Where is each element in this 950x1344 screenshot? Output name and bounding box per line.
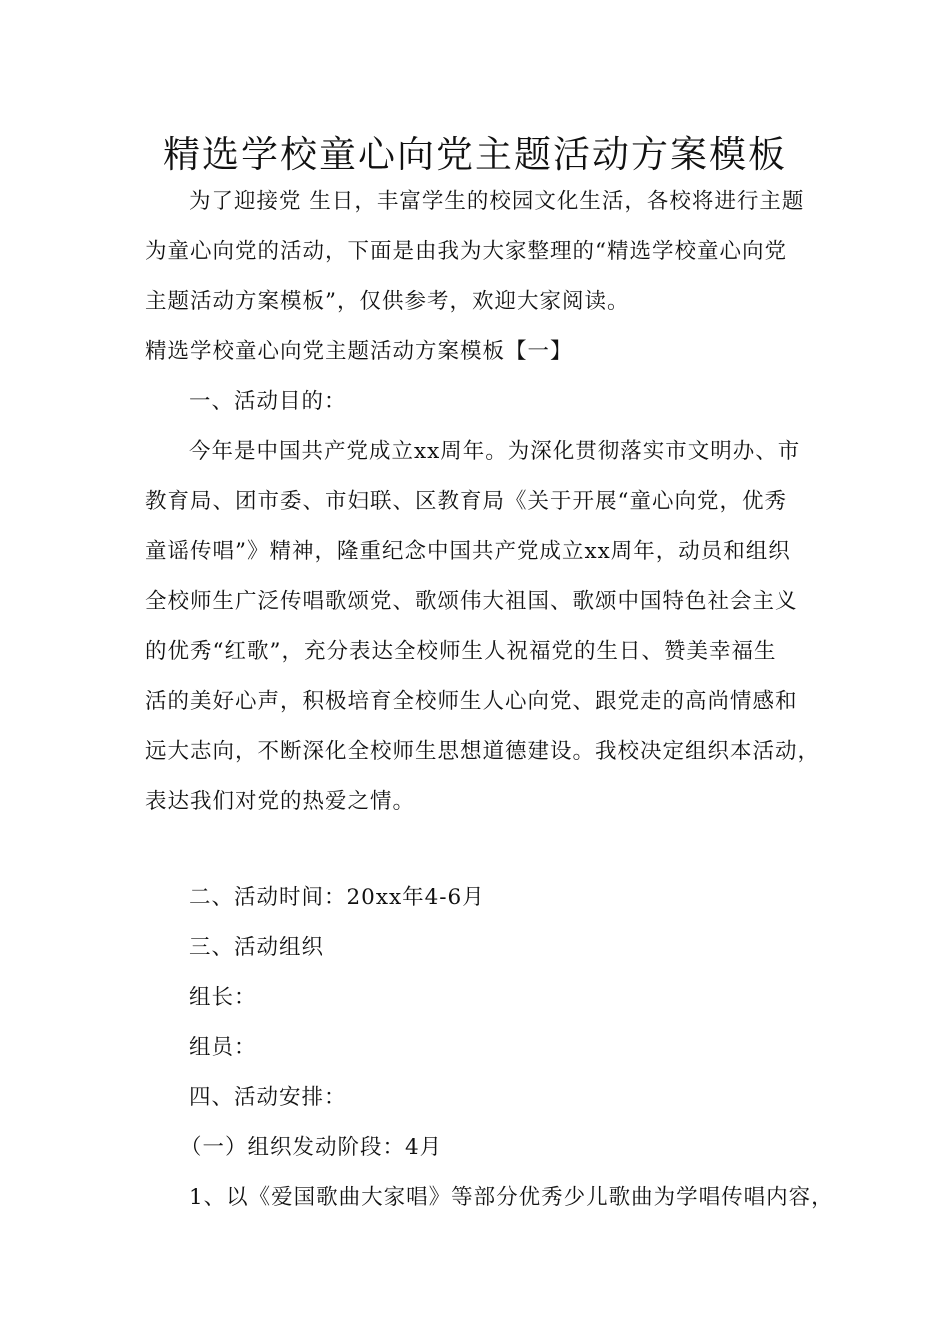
- section1-line-8: 表达我们对党的热爱之情。: [145, 789, 416, 814]
- document-title: 精选学校童心向党主题活动方案模板: [163, 133, 787, 176]
- section3-heading: 三、活动组织: [189, 935, 325, 960]
- section1-heading: 一、活动目的：: [189, 389, 347, 414]
- section1-line-6: 活的美好心声，积极培育全校师生人心向党、跟党走的高尚情感和: [145, 689, 798, 714]
- intro-line-2: 为童心向党的活动，下面是由我为大家整理的“精选学校童心向党: [145, 239, 787, 264]
- section1-line-3: 童谣传唱”》精神，隆重纪念中国共产党成立xx周年，动员和组织: [145, 539, 791, 564]
- stage1-item-1: 1、以《爱国歌曲大家唱》等部分优秀少儿歌曲为学唱传唱内容，: [189, 1185, 834, 1210]
- leader-label: 组长：: [189, 985, 257, 1010]
- section1-line-7: 远大志向，不断深化全校师生思想道德建设。我校决定组织本活动，: [145, 739, 821, 764]
- section2-heading: 二、活动时间：20xx年4-6月: [189, 885, 485, 910]
- section1-line-4: 全校师生广泛传唱歌颂党、歌颂伟大祖国、歌颂中国特色社会主义: [145, 589, 798, 614]
- intro-line-1: 为了迎接党 生日，丰富学生的校园文化生活，各校将进行主题: [189, 189, 805, 214]
- section1-line-1: 今年是中国共产党成立xx周年。为深化贯彻落实市文明办、市: [189, 439, 801, 464]
- section1-line-5: 的优秀“红歌”，充分表达全校师生人祝福党的生日、赞美幸福生: [145, 639, 777, 664]
- stage1-heading: （一）组织发动阶段：4月: [180, 1135, 443, 1160]
- intro-line-3: 主题活动方案模板”，仅供参考，欢迎大家阅读。: [145, 289, 630, 314]
- section1-line-2: 教育局、团市委、市妇联、区教育局《关于开展“童心向党，优秀: [145, 489, 787, 514]
- section-subtitle: 精选学校童心向党主题活动方案模板【一】: [145, 339, 573, 364]
- members-label: 组员：: [189, 1035, 257, 1060]
- section4-heading: 四、活动安排：: [189, 1085, 347, 1110]
